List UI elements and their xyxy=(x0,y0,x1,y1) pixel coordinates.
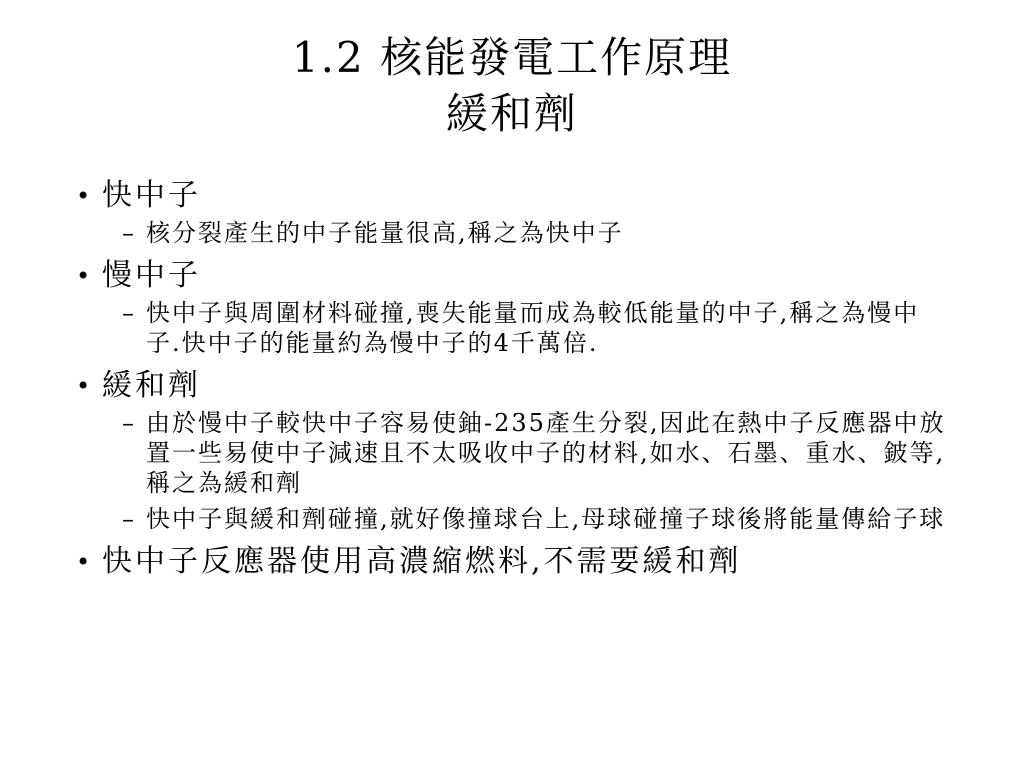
bullet-item xyxy=(72,176,972,216)
bullet-marker: • xyxy=(76,548,94,576)
bullet-item xyxy=(72,366,972,406)
sub-bullet-marker: – xyxy=(122,219,136,247)
title-line-2: 緩和劑 xyxy=(445,89,578,138)
sub-bullet-item xyxy=(72,408,946,498)
title-line-1: 1.2 核能發電工作原理 xyxy=(291,33,733,82)
bullet-marker: • xyxy=(76,262,94,290)
bullet-text: 緩和劑 xyxy=(102,368,201,403)
slide-content xyxy=(72,176,972,582)
bullet-marker: • xyxy=(76,182,94,210)
sub-bullet-item xyxy=(72,298,946,358)
sub-bullet-item xyxy=(72,218,946,248)
bullet-item xyxy=(72,542,972,582)
sub-bullet-marker: – xyxy=(122,409,136,437)
bullet-text: 快中子反應器使用高濃縮燃料,不需要緩和劑 xyxy=(102,544,742,579)
bullet-text: 慢中子 xyxy=(102,258,201,293)
sub-bullet-text: 由於慢中子較快中子容易使鈾-235產生分裂,因此在熱中子反應器中放置一些易使中子減速且不太吸收中子的材料,如水、石墨、重水、鈹等,稱之為緩和劑 xyxy=(146,409,946,497)
sub-bullet-text: 快中子與緩和劑碰撞,就好像撞球台上,母球碰撞子球後將能量傳給子球 xyxy=(146,505,946,533)
sub-bullet-marker: – xyxy=(122,299,136,327)
slide-title xyxy=(0,30,1024,142)
bullet-text: 快中子 xyxy=(102,178,201,213)
sub-bullet-text: 核分裂產生的中子能量很高,稱之為快中子 xyxy=(146,219,624,247)
sub-bullet-marker: – xyxy=(122,505,136,533)
bullet-item xyxy=(72,256,972,296)
sub-bullet-text: 快中子與周圍材料碰撞,喪失能量而成為較低能量的中子,稱之為慢中子.快中子的能量約為慢中子的4千萬倍. xyxy=(146,299,920,357)
bullet-marker: • xyxy=(76,372,94,400)
sub-bullet-item xyxy=(72,504,946,534)
